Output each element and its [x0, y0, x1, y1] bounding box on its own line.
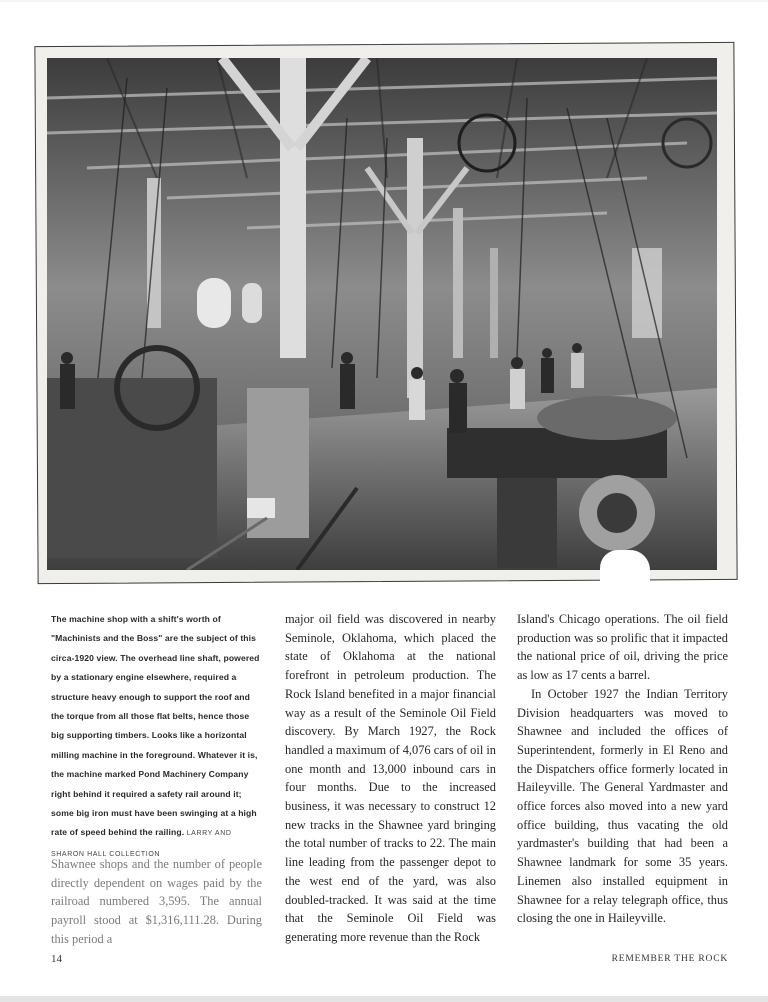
column-1-paragraph: Shawnee shops and the number of people directly dependent on wages paid by the railroad numbered 3,595. The annual payroll stood at $1,316,111.28. During this period a: [51, 857, 262, 946]
page-number: 14: [51, 953, 62, 965]
caption-text: The machine shop with a shift's worth of "Machinists and the Boss" are the subject of this circa-1920 view. The overhead line shaft, powered by a stationary engine elsewhere, required a structure heavy enough to support the roof and the torque from all those flat belts, hence those big supporting timbers. Looks like a horizontal milling machine in the foreground. Whatever it is, the machine marked Pond Machinery Company right behind it required a safety rail around it; some big iron must have been swinging at a high rate of speed behind the railing.: [51, 614, 260, 838]
column-3-text: [517, 610, 728, 928]
column-2-text: [285, 610, 496, 947]
bottom-rule: [0, 996, 768, 1002]
top-rule: [0, 0, 768, 2]
running-head: REMEMBER THE ROCK: [611, 954, 728, 964]
photo-caption: [51, 610, 261, 864]
column-3-paragraph-2: In October 1927 the Indian Territory Division headquarters was moved to Shawnee and included the offices of Superintendent, formerly in El Reno and the Dispatchers office formerly located in Haileyville. The General Yardmaster and office forces also moved into a new yard office building, thus vacating the old yardmaster's building that had been a Shawnee landmark for some 35 years. Linemen also installed equipment in Shawnee for a relay telegraph office, thus closing the one in Haileyville.: [517, 686, 728, 926]
photo-torn-corner: [600, 550, 650, 586]
column-3-paragraph-1: Island's Chicago operations. The oil field production was so prolific that it impacted the national price of oil, driving the price as low as 17 cents a barrel.: [517, 612, 728, 683]
machine-shop-photo: [47, 58, 717, 570]
column-1-text: [51, 855, 262, 949]
column-2-paragraph: major oil field was discovered in nearby Seminole, Oklahoma, which placed the state of Oklahoma at the national forefront in petroleum production. The Rock Island benefited in a major financial way as a result of the Seminole Oil Field discovery. By March 1927, the Rock handled a maximum of 4,076 cars of oil in one month and 13,000 inbound cars in four months. Due to the increased business, it was necessary to construct 12 new tracks in the Shawnee yard bringing the total number of tracks to 22. The main line leading from the passenger depot to the west end of the yard, was also doubled-tracked. It was said at the time that the Seminole Oil Field was generating more revenue than the Rock: [285, 612, 496, 944]
photo-illustration: [47, 58, 717, 570]
photo-credit: LARRY AND SHARON HALL COLLECTION: [51, 830, 232, 858]
